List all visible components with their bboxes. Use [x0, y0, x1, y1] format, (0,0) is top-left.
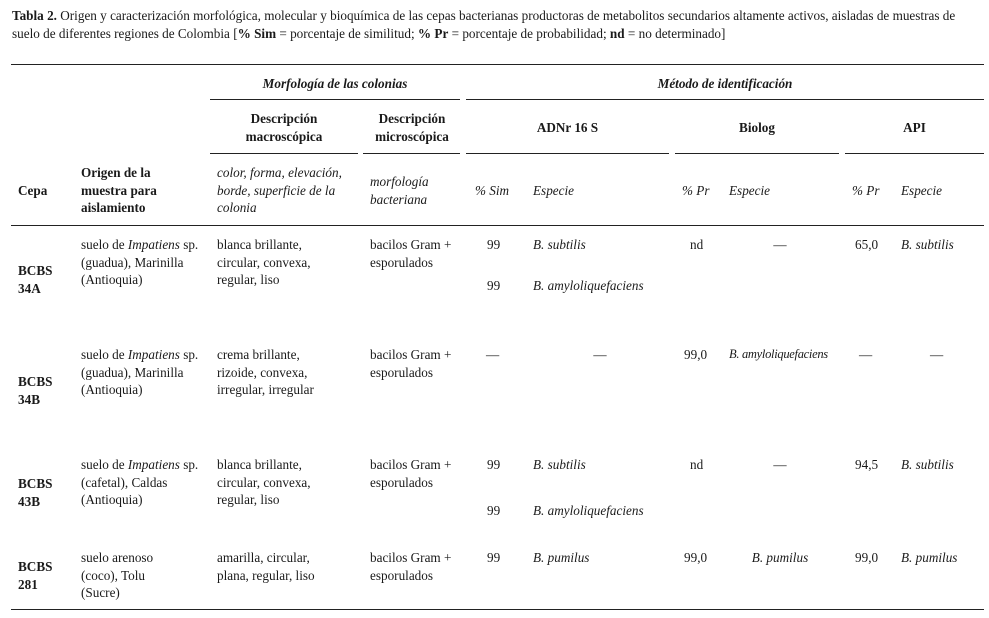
row4-micro: bacilos Gram + esporulados — [370, 550, 452, 583]
row2-origen — [81, 346, 201, 399]
row4-pr-api: 99,0 — [855, 550, 879, 565]
header-pr-biolog: % Pr — [682, 183, 710, 198]
caption-text-c: = porcentaje de probabilidad; — [448, 26, 610, 41]
row1-cepa: BCBS 34A — [18, 263, 53, 296]
header-sim: % Sim — [475, 183, 510, 198]
row1-sim-1: 99 — [487, 237, 501, 252]
row3-sim-2: 99 — [487, 503, 501, 518]
header-adnr: ADNr 16 S — [536, 120, 599, 135]
row2-origen-genus: Impatiens — [127, 347, 180, 362]
header-bottom-rule — [11, 225, 984, 226]
top-rule — [11, 64, 984, 65]
row4-origen-pre: suelo arenoso (coco), Tolu (Sucre) — [81, 550, 154, 600]
morfologia-rule — [210, 99, 460, 100]
row2-sim: — — [486, 347, 500, 362]
row3-origen-post: sp. (cafetal), Caldas (Antioquia) — [81, 457, 199, 507]
row1-especie-biolog: — — [773, 237, 787, 252]
row4-especie-api: B. pumilus — [901, 550, 958, 565]
header-especie-biolog: Especie — [729, 183, 771, 198]
row1-pr-biolog: nd — [690, 237, 704, 252]
row1-sim-2: 99 — [487, 278, 501, 293]
caption-text-d: = no determinado] — [624, 26, 726, 41]
row3-cepa: BCBS 43B — [18, 476, 53, 509]
header-especie-api: Especie — [901, 183, 943, 198]
row2-pr-api: — — [859, 347, 873, 362]
header-micro-sub: morfología bacteriana — [370, 174, 429, 207]
row3-sim-1: 99 — [487, 457, 501, 472]
sub-rule-macro — [210, 153, 358, 154]
caption-nd-label: nd — [609, 26, 625, 41]
caption-text-b: = porcentaje de similitud; — [276, 26, 418, 41]
row4-cepa: BCBS 281 — [18, 559, 53, 592]
row2-origen-post: sp. (guadua), Marinilla (Antioquia) — [81, 347, 199, 397]
header-cepa: Cepa — [18, 183, 48, 198]
header-biolog: Biolog — [739, 120, 775, 135]
caption-sim-label: % Sim — [237, 26, 277, 41]
sub-rule-micro — [363, 153, 460, 154]
table-caption — [12, 7, 980, 43]
sub-rule-adnr — [466, 153, 669, 154]
row4-especie-biolog: B. pumilus — [751, 550, 809, 565]
row3-macro: blanca brillante, circular, convexa, regular, liso — [217, 457, 311, 507]
row2-especie-biolog: B. amyloliquefaciens — [729, 347, 828, 361]
row2-especie-api: — — [930, 347, 944, 362]
header-metodo: Método de identificación — [657, 76, 793, 91]
row4-macro: amarilla, circular, plana, regular, liso — [217, 550, 315, 583]
row2-especie-adn: — — [593, 347, 607, 362]
row1-macro: blanca brillante, circular, convexa, regular, liso — [217, 237, 311, 287]
row3-especie-adn-1: B. subtilis — [533, 457, 586, 472]
row1-micro: bacilos Gram + esporulados — [370, 237, 452, 270]
row2-origen-pre: suelo de — [81, 347, 128, 362]
bottom-rule — [11, 609, 984, 610]
row2-micro: bacilos Gram + esporulados — [370, 347, 452, 380]
row4-pr-biolog: 99,0 — [684, 550, 708, 565]
row1-pr-api: 65,0 — [855, 237, 879, 252]
row1-especie-adn-2: B. amyloliquefaciens — [533, 278, 644, 293]
header-desc-micro: Descripción microscópica — [375, 111, 449, 144]
caption-pr-label: % Pr — [417, 26, 449, 41]
header-origen: Origen de la muestra para aislamiento — [81, 165, 157, 215]
row3-origen-pre: suelo de — [81, 457, 128, 472]
header-desc-macro: Descripción macroscópica — [245, 111, 323, 144]
row3-especie-biolog: — — [773, 457, 787, 472]
row3-pr-biolog: nd — [690, 457, 704, 472]
header-especie-adnr: Especie — [533, 183, 575, 198]
row1-origen-post: sp. (guadua), Marinilla (Antioquia) — [81, 237, 199, 287]
sub-rule-api — [845, 153, 984, 154]
row1-origen-pre: suelo de — [81, 237, 128, 252]
row1-especie-adn-1: B. subtilis — [533, 237, 586, 252]
row2-macro: crema brillante, rizoide, convexa, irregular, irregular — [217, 347, 314, 397]
metodo-rule — [466, 99, 984, 100]
row2-pr-biolog: 99,0 — [684, 347, 708, 362]
row3-origen — [81, 456, 206, 509]
caption-label: Tabla 2. — [12, 8, 57, 23]
row3-origen-genus: Impatiens — [127, 457, 180, 472]
sub-rule-biolog — [675, 153, 839, 154]
header-morfologia: Morfología de las colonias — [262, 76, 408, 91]
header-macro-sub: color, forma, elevación, borde, superficie de la colonia — [217, 165, 342, 215]
row4-sim: 99 — [487, 550, 501, 565]
row3-especie-api: B. subtilis — [901, 457, 954, 472]
row1-especie-api: B. subtilis — [901, 237, 954, 252]
row1-origen — [81, 236, 201, 289]
row2-cepa: BCBS 34B — [18, 374, 53, 407]
header-pr-api: % Pr — [852, 183, 880, 198]
row4-origen — [81, 549, 181, 602]
row1-origen-genus: Impatiens — [127, 237, 180, 252]
caption-text-a: Origen y caracterización morfológica, molecular y bioquímica de las cepas bacterianas productoras de metabolitos secundarios altamente activos, aisladas de muestras de suelo de diferentes regiones de Colombia [ — [12, 8, 956, 41]
row4-especie-adn: B. pumilus — [533, 550, 590, 565]
header-api: API — [903, 120, 926, 135]
row3-micro: bacilos Gram + esporulados — [370, 457, 452, 490]
row3-especie-adn-2: B. amyloliquefaciens — [533, 503, 644, 518]
row3-pr-api: 94,5 — [855, 457, 879, 472]
